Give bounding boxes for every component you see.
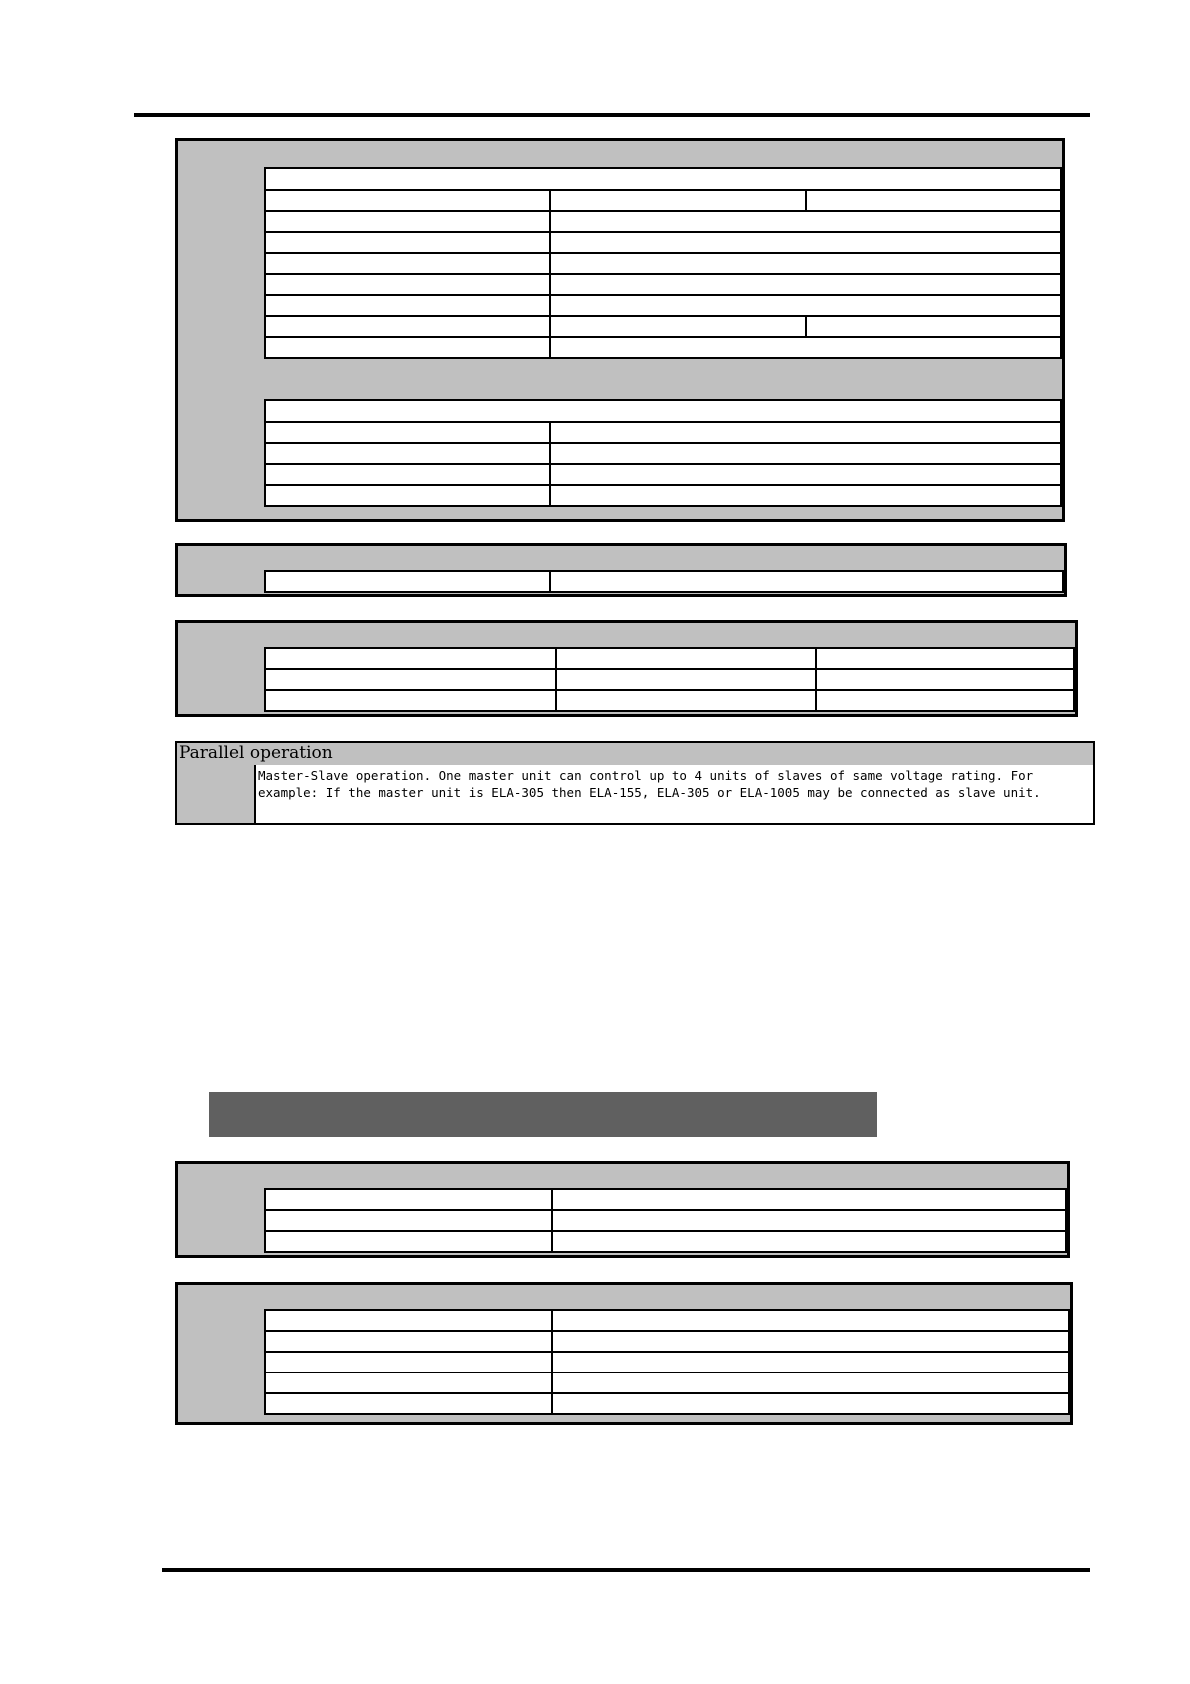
table-row <box>265 443 1061 464</box>
table-row <box>265 232 1061 253</box>
table-row <box>265 485 1061 506</box>
table-row <box>265 1210 1066 1231</box>
table-row <box>265 1393 1069 1414</box>
table-row <box>265 571 1063 592</box>
section-header-band <box>209 1092 877 1137</box>
table-row <box>265 337 1061 358</box>
spec-block-6 <box>175 1282 1073 1425</box>
table-header <box>265 400 1061 422</box>
table-row <box>265 1231 1066 1252</box>
table-row <box>265 274 1061 295</box>
table-row <box>265 295 1061 316</box>
bottom-rule <box>162 1568 1090 1572</box>
table-row <box>265 690 1074 711</box>
table-row <box>265 211 1061 232</box>
table-row <box>265 316 1061 337</box>
spec-table-5 <box>264 1188 1067 1253</box>
parallel-operation-title: Parallel operation <box>179 743 333 763</box>
spec-block-5 <box>175 1161 1070 1258</box>
table-row <box>265 1331 1069 1352</box>
spec-table-1a <box>264 167 1062 359</box>
table-row <box>265 1373 1069 1394</box>
table-row <box>265 1189 1066 1210</box>
spec-table-6 <box>264 1309 1070 1415</box>
spec-block-2 <box>175 543 1067 597</box>
table-row <box>265 1352 1069 1373</box>
top-rule <box>134 113 1090 117</box>
table-row <box>265 1310 1069 1331</box>
table-row <box>265 669 1074 690</box>
spec-block-3 <box>175 620 1078 717</box>
table-row <box>265 648 1074 669</box>
parallel-operation-description: Master-Slave operation. One master unit can control up to 4 units of slaves of same voltage rating. For example: If the master unit is ELA-305 then ELA-155, ELA-305 or ELA-1005 may be connected as slave unit. <box>254 765 1093 823</box>
spec-table-1b <box>264 399 1062 507</box>
spec-table-3 <box>264 647 1075 712</box>
parallel-operation-block <box>175 741 1095 825</box>
table-row <box>265 190 1061 211</box>
table-row <box>265 422 1061 443</box>
table-row <box>265 464 1061 485</box>
spec-table-2 <box>264 570 1064 593</box>
table-row <box>265 253 1061 274</box>
spec-block-1 <box>175 138 1065 522</box>
table-header <box>265 168 1061 190</box>
